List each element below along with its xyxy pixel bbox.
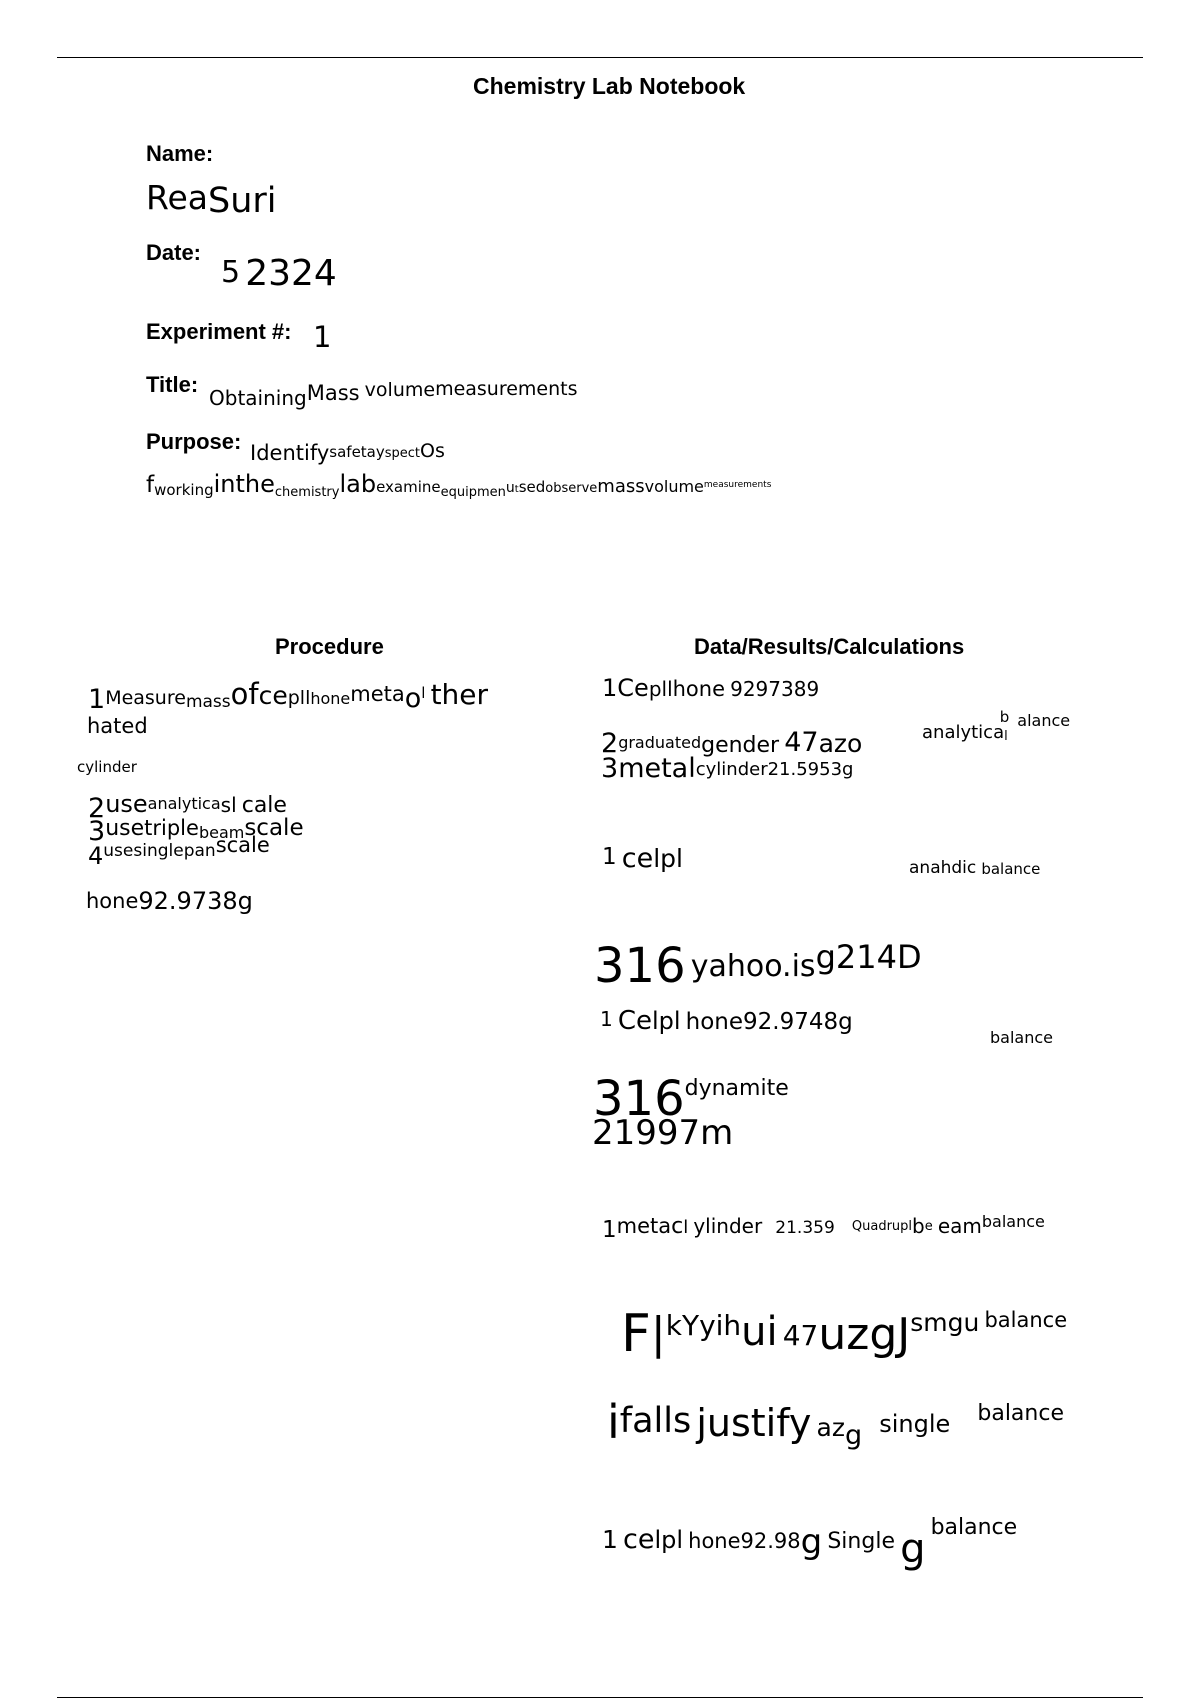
data-row-10: F|kYyihui 47uzgJsmgu balance bbox=[621, 1304, 1068, 1364]
date-value: 5 2324 bbox=[221, 253, 337, 294]
experiment-value: 1 bbox=[313, 320, 332, 354]
data-row-2-note: analytica$_l$b alance bbox=[922, 708, 1071, 744]
data-row-9: 1metacl ylinder 21.359 Quadruplbe eambalance bbox=[602, 1212, 1045, 1243]
title-label: Title: bbox=[146, 372, 199, 397]
name-value: ReaSuri bbox=[146, 178, 277, 221]
page-title: Chemistry Lab Notebook bbox=[473, 73, 746, 99]
title-value: ObtainingMass volumemeasurements bbox=[209, 378, 578, 410]
procedure-heading: Procedure bbox=[275, 634, 384, 659]
data-row-1: 1Cepllhone 9297389 bbox=[602, 674, 820, 702]
procedure-step-4: 4usesinglepanscale bbox=[88, 833, 270, 870]
data-row-3: 3metalcylinder21.5953g bbox=[601, 753, 854, 784]
data-row-6: 1 Celpl hone92.9748g bbox=[600, 1006, 853, 1036]
bottom-rule bbox=[57, 1697, 1143, 1698]
data-row-12: 1 celpl hone92.98g Single g balance bbox=[602, 1515, 1018, 1572]
procedure-step-1: 1Measuremassofcepllhonemetaol ther bbox=[88, 677, 489, 715]
data-row-8: 21997m bbox=[592, 1113, 734, 1153]
data-row-11: ifalls justify azg single balance bbox=[607, 1395, 1064, 1451]
top-rule bbox=[57, 57, 1143, 58]
data-heading: Data/Results/Calculations bbox=[694, 634, 965, 659]
data-row-7: 316dynamite bbox=[593, 1071, 789, 1127]
purpose-label: Purpose: bbox=[146, 429, 242, 454]
date-label: Date: bbox=[146, 240, 202, 265]
data-row-2: 2graduatedgender 47azo bbox=[601, 727, 863, 759]
experiment-label: Experiment #: bbox=[146, 319, 292, 344]
procedure-step-1-cont: hated bbox=[87, 714, 148, 738]
procedure-step-3: 3usetriplebeamscale bbox=[88, 815, 304, 847]
data-row-4: 1 celpl bbox=[602, 843, 683, 874]
procedure-result: hone92.9738g bbox=[86, 887, 253, 915]
procedure-step-1-cont-2: cylinder bbox=[77, 758, 137, 776]
data-row-6-note: balance bbox=[990, 1028, 1053, 1047]
data-row-5: 316 yahoo.isg214D bbox=[594, 938, 922, 994]
purpose-line-2: fworkinginthe$_{chemistry}$labexamine$_{equipmen}$utsedobservemassvolume$^{measurements}$ bbox=[146, 470, 772, 500]
data-row-4-note: anahdic balance bbox=[909, 858, 1041, 878]
name-label: Name: bbox=[146, 141, 214, 166]
purpose-line-1: IdentifysafetayspectOs bbox=[250, 440, 445, 465]
procedure-step-2: 2useanalyticasl cale bbox=[88, 790, 287, 824]
